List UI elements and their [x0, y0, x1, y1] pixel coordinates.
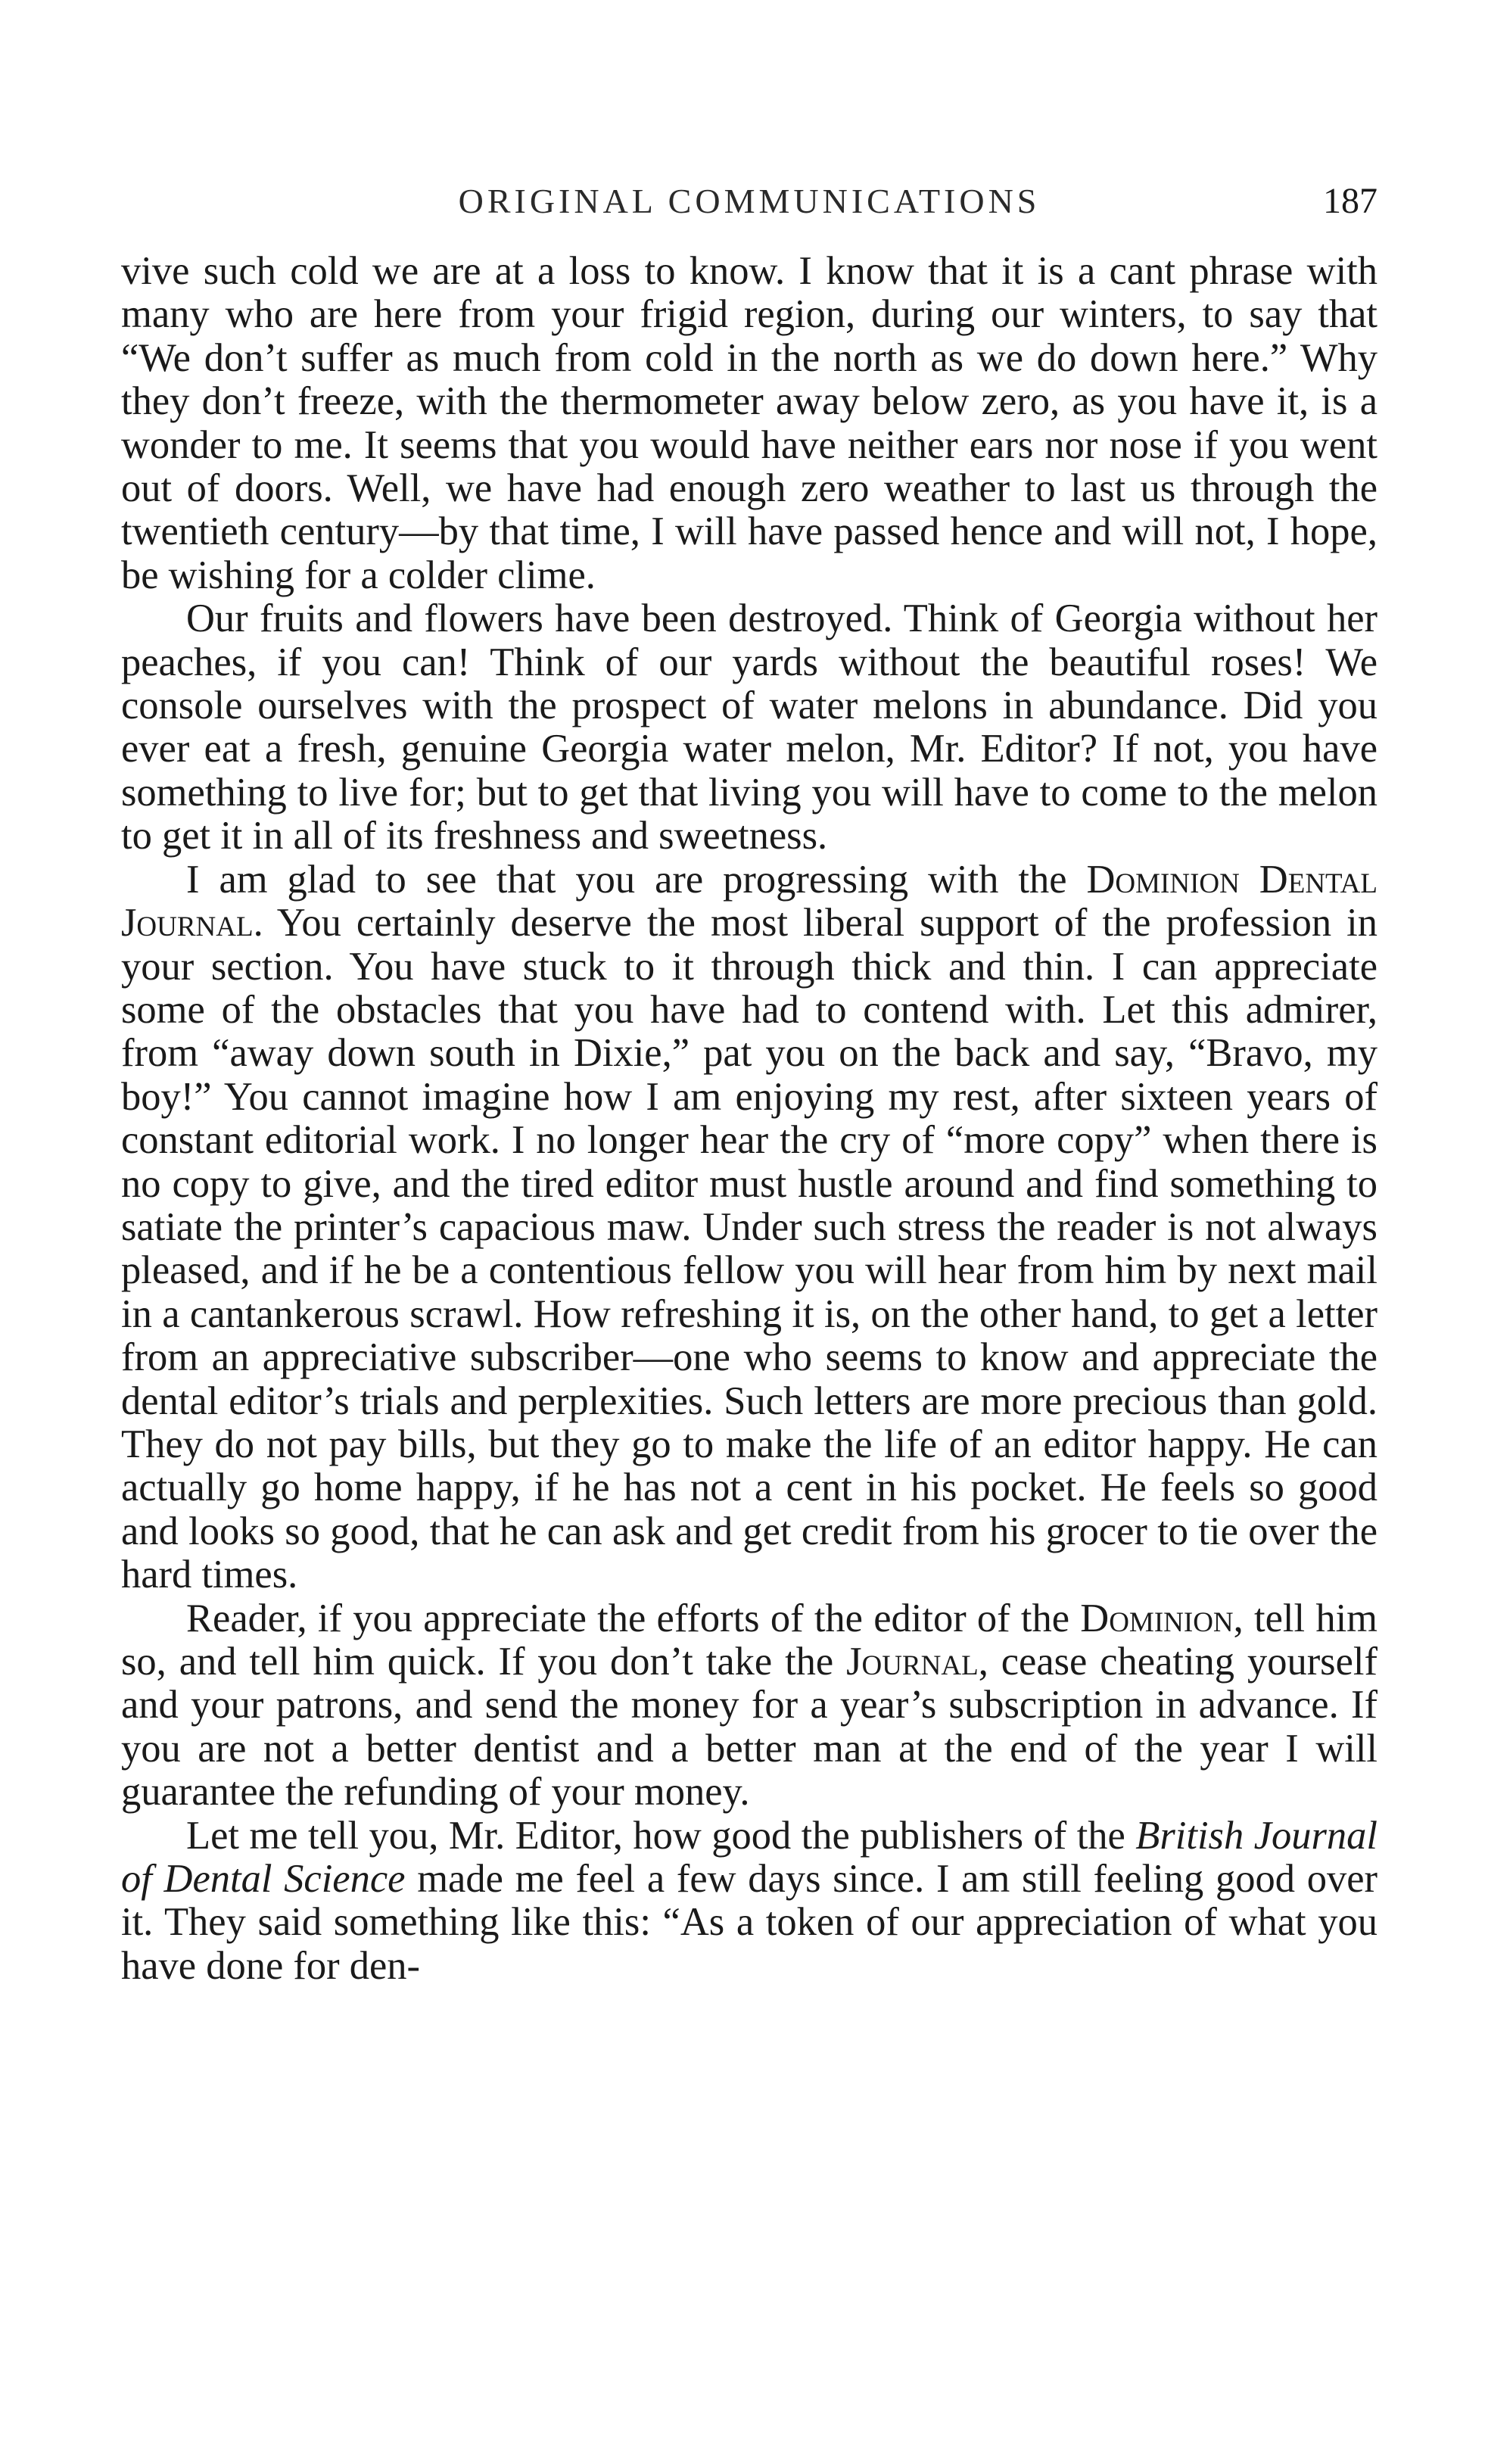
paragraph-text: Reader, if you appreciate the efforts of the editor of the	[186, 1596, 1081, 1640]
journal-title-dominion: Dominion	[1080, 1596, 1234, 1640]
page-number: 187	[1323, 181, 1377, 221]
paragraph-reader-appeal	[121, 1597, 1377, 1815]
running-head	[121, 179, 1377, 232]
running-title: ORIGINAL COMMUNICATIONS	[458, 182, 1041, 220]
paragraph-text: . You certainly deserve the most liberal support of the profession in your section. You have stuck to it through thick and thin. I can appreciate some of the obstacles that you have had to contend with. Let this admirer, from “away down south in Dixie,” pat you on the back and say, “Bravo, my boy!” You cannot imagine how I am enjoying my rest, after sixteen years of constant editorial work. I no longer hear the cry of “more copy” when there is no copy to give, and the tired editor must hustle around and find something to satiate the printer’s capacious maw. Under such stress the reader is not always pleased, and if he be a contentious fellow you will hear from him by next mail in a cantankerous scrawl. How refreshing it is, on the other hand, to get a letter from an appreciative subscriber—one who seems to know and appreciate the dental editor’s trials and perplexities. Such letters are more precious than gold. They do not pay bills, but they go to make the life of an editor happy. He can actually go home happy, if he has not a cent in his pocket. He feels so good and looks so good, that he can ask and get credit from his grocer to tie over the hard times.	[121, 901, 1377, 1597]
body-text	[121, 250, 1377, 1988]
journal-title-british-journal: British Journal of Dental Science	[121, 1813, 1377, 1902]
paragraph-journal-progress	[121, 858, 1377, 1597]
paragraph-text: made me feel a few days since. I am still feeling good over it. They said something like this: “As a token of our appreciation of what you have done for den-	[121, 1857, 1377, 1988]
journal-title-dominion-dental-journal: Dominion Dental Journal	[121, 857, 1377, 945]
paragraph-british-journal	[121, 1815, 1377, 1989]
paragraph-text: , cease cheating yourself and your patrons, and send the money for a year’s subscription in advance. If you are not a better dentist and a better man at the end of the year I will guarantee the refunding of your money.	[121, 1640, 1377, 1815]
paragraph-fruits-flowers: Our fruits and flowers have been destroyed. Think of Georgia without her peaches, if you can! Think of our yards without the beautiful roses! We console ourselves with the prospect of water melons in abundance. Did you ever eat a fresh, genuine Georgia water melon, Mr. Editor? If not, you have something to live for; but to get that living you will have to come to the melon to get it in all of its freshness and sweetness.	[121, 597, 1377, 858]
paragraph-text: , tell him so, and tell him quick. If you don’t take the	[121, 1596, 1377, 1684]
paragraph-cold-weather: vive such cold we are at a loss to know. I know that it is a cant phrase with many who are here from your frigid region, during our winters, to say that “We don’t suffer as much from cold in the north as we do down here.” Why they don’t freeze, with the thermometer away below zero, as you have it, is a wonder to me. It seems that you would have neither ears nor nose if you went out of doors. Well, we have had enough zero weather to last us through the twentieth century—by that time, I will have passed hence and will not, I hope, be wishing for a colder clime.	[121, 249, 1377, 597]
journal-title-journal: Journal	[846, 1640, 979, 1684]
paragraph-text: Let me tell you, Mr. Editor, how good the publishers of the	[186, 1813, 1136, 1858]
paragraph-text: I am glad to see that you are progressing with the	[186, 857, 1087, 902]
